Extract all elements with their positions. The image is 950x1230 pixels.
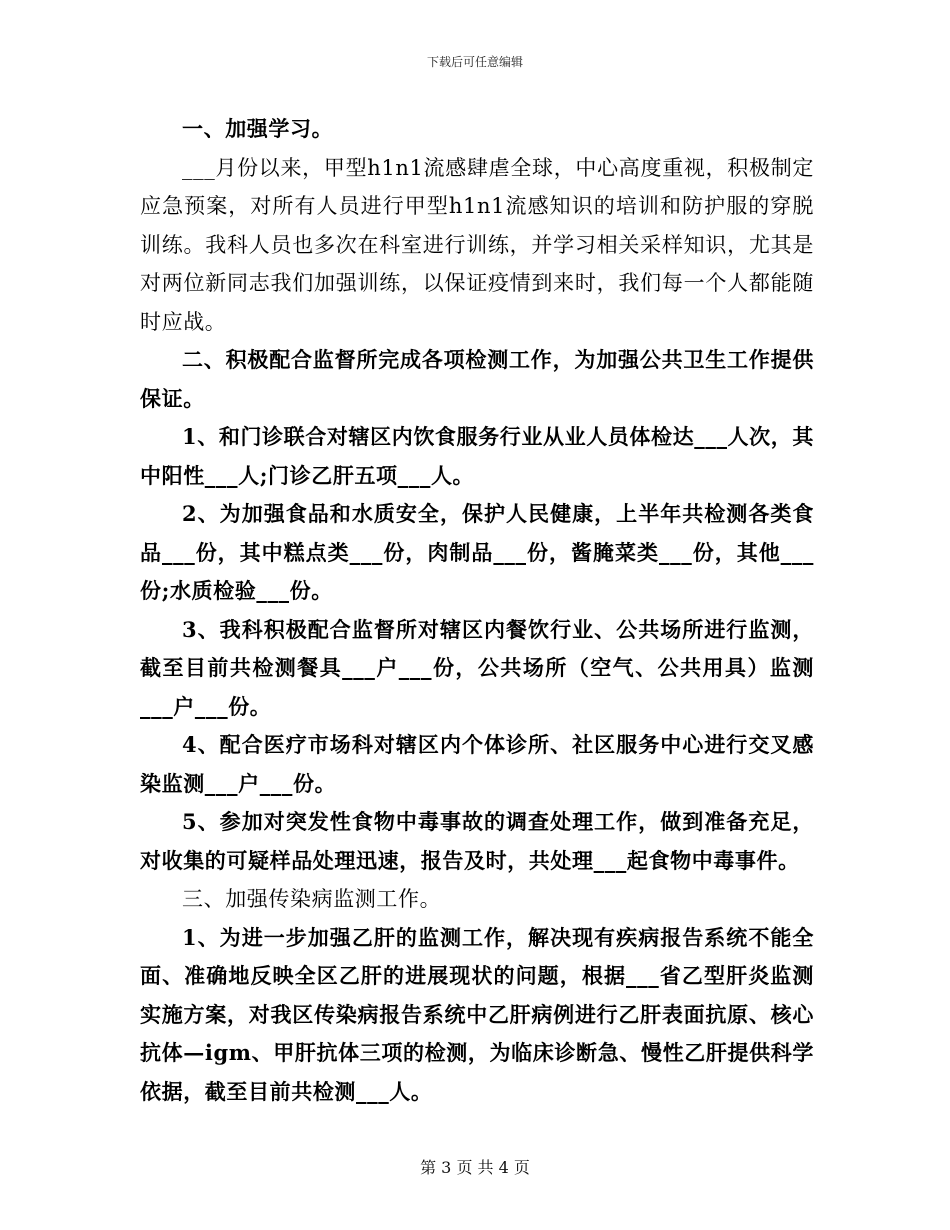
list-item: 1、为进一步加强乙肝的监测工作，解决现有疾病报告系统不能全面、准确地反映全区乙肝的进展现状的问题，根据___省乙型肝炎监测实施方案，对我区传染病报告系统中乙肝病例进行乙肝表面抗原、核心抗体—igm、甲肝抗体三项的检测，为临床诊断急、慢性乙肝提供科学依据，截至目前共检测___人。: [140, 924, 814, 1104]
section-heading-1: 一、加强学习。: [182, 116, 334, 141]
section-heading-3: 三、加强传染病监测工作。: [182, 887, 442, 911]
list-item: 3、我科积极配合监督所对辖区内餐饮行业、公共场所进行监测，截至目前共检测餐具___户___份，公共场所（空气、公共用具）监测___户___份。: [140, 616, 814, 719]
list-item: 2、为加强食品和水质安全，保护人民健康，上半年共检测各类食品___份，其中糕点类___份，肉制品___份，酱腌菜类___份，其他___份;水质检验___份。: [140, 501, 814, 603]
section-heading-2: 二、积极配合监督所完成各项检测工作，为加强公共卫生工作提供保证。: [140, 347, 814, 411]
list-item: 5、参加对突发性食物中毒事故的调查处理工作，做到准备充足，对收集的可疑样品处理迅速，报告及时，共处理___起食物中毒事件。: [140, 809, 814, 873]
list-item: 1、和门诊联合对辖区内饮食服务行业从业人员体检达___人次，其中阳性___人;门诊乙肝五项___人。: [140, 424, 814, 488]
document-body: [140, 110, 814, 1111]
list-item: 4、配合医疗市场科对辖区内个体诊所、社区服务中心进行交叉感染监测___户___份。: [140, 732, 814, 796]
body-paragraph: ___月份以来，甲型h1n1流感肆虐全球，中心高度重视，积极制定应急预案，对所有人员进行甲型h1n1流感知识的培训和防护服的穿脱训练。我科人员也多次在科室进行训练，并学习相关采样知识，尤其是对两位新同志我们加强训练，以保证疫情到来时，我们每一个人都能随时应战。: [140, 155, 814, 334]
page-number: 第 3 页 共 4 页: [420, 1158, 530, 1177]
header-note: 下载后可任意编辑: [426, 55, 523, 69]
